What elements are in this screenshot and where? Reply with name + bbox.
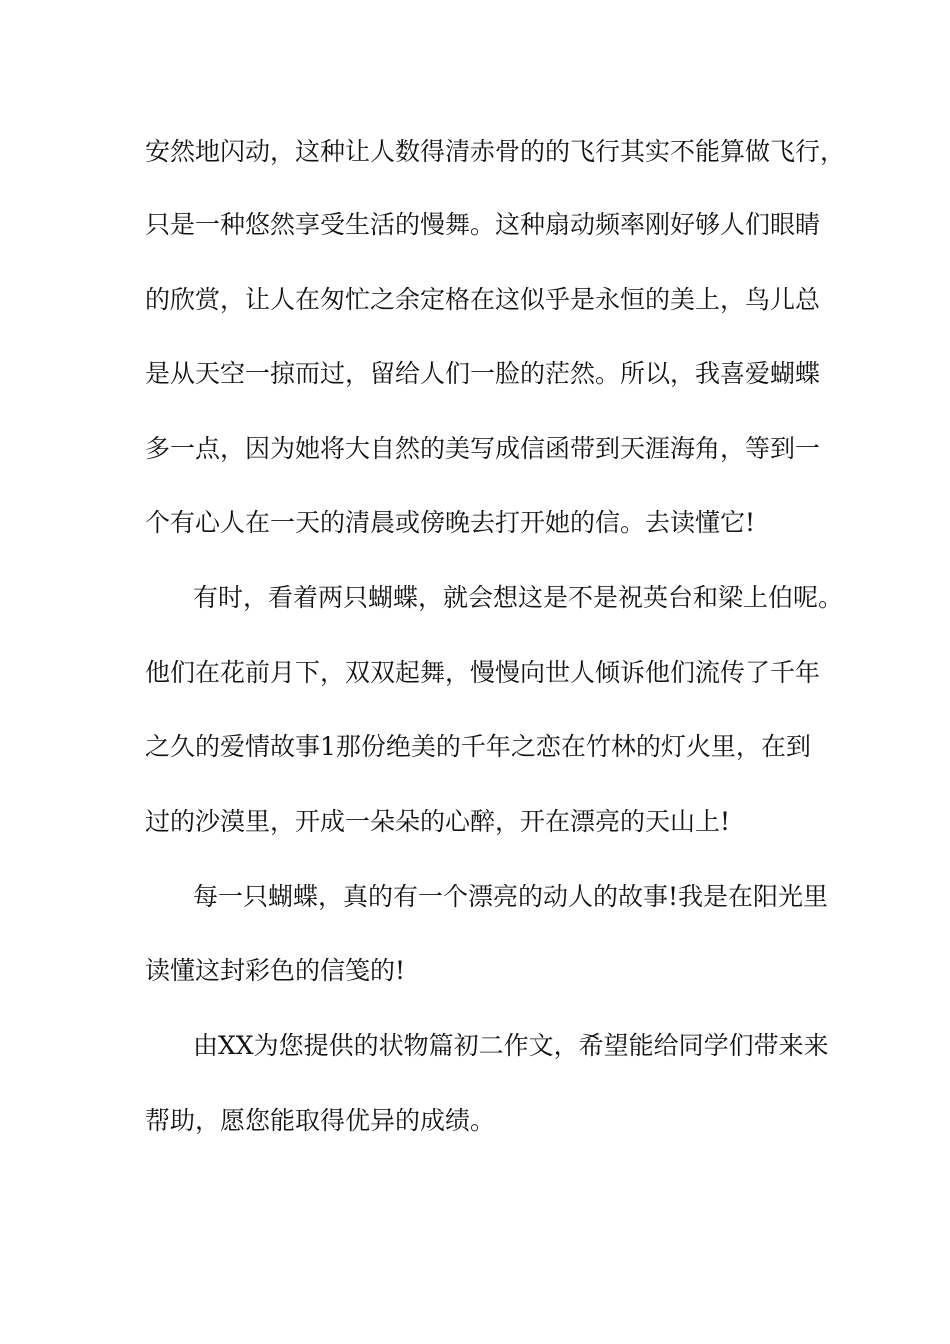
text-line: 他们在花前月下，双双起舞，慢慢向世人倾诉他们流传了千年 [145, 658, 821, 687]
text-line: 读懂这封彩色的信笺的! [145, 956, 406, 985]
text-line: 多一点，因为她将大自然的美写成信函带到天涯海角，等到一 [145, 434, 821, 463]
paragraph-first-line: 每一只蝴蝶，真的有一个漂亮的动人的故事!我是在阳光里 [193, 882, 829, 911]
paragraph-first-line: 由XX为您提供的状物篇初二作文，希望能给同学们带来来 [193, 1031, 829, 1060]
text-line: 安然地闪动，这种让人数得清赤骨的的飞行其实不能算做飞行， [145, 137, 846, 166]
text-line: 个有心人在一天的清晨或傍晚去打开她的信。去读懂它! [145, 508, 756, 537]
text-line: 之久的爱情故事1那份绝美的千年之恋在竹林的灯火里，在到 [145, 732, 811, 761]
text-line: 过的沙漠里，开成一朵朵的心醉，开在漂亮的天山上! [145, 807, 731, 836]
text-line: 帮助，愿您能取得优异的成绩。 [145, 1106, 496, 1135]
text-line: 只是一种悠然享受生活的慢舞。这种扇动频率刚好够人们眼睛 [145, 210, 821, 239]
paragraph-first-line: 有时，看着两只蝴蝶，就会想这是不是祝英台和梁上伯呢。 [193, 583, 844, 612]
text-line: 的欣赏，让人在匆忙之余定格在这似乎是永恒的美上，鸟儿总 [145, 285, 821, 314]
text-line: 是从天空一掠而过，留给人们一脸的茫然。所以，我喜爱蝴蝶 [145, 359, 821, 388]
